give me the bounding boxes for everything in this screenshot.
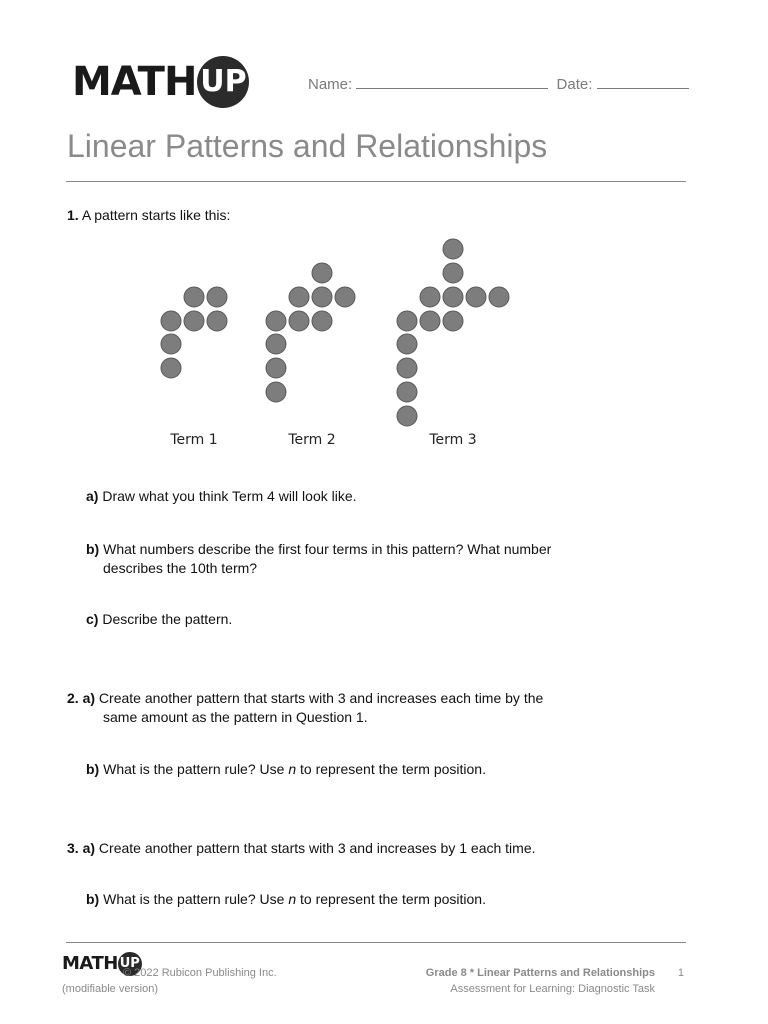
question-3a-text: Create another pattern that starts with 3 and increases by 1 each time. (98, 840, 536, 856)
term-2-dots (266, 263, 355, 402)
dot (266, 382, 286, 402)
footer-logo-text: MATH (62, 953, 118, 974)
question-1a-text: Draw what you think Term 4 will look like. (102, 488, 357, 504)
term-2-label: Term 2 (288, 432, 336, 448)
question-2-number: 2. (67, 690, 79, 706)
footer-copyright: © 2022 Rubicon Publishing Inc. (123, 967, 277, 979)
dot-pattern-figure (140, 232, 520, 452)
question-3-number: 3. (67, 840, 79, 856)
question-2a-text-line-1: Create another pattern that starts with 3 and increases each time by the (98, 690, 544, 706)
dot (266, 358, 286, 378)
name-date-line (308, 74, 689, 93)
name-label: Name: (308, 76, 353, 93)
dot (161, 311, 181, 331)
footer-logo-badge: UP (118, 952, 142, 976)
dot (312, 263, 332, 283)
dot (207, 287, 227, 307)
dot (443, 287, 463, 307)
dot (289, 287, 309, 307)
question-3b-text-start: What is the pattern rule? Use (103, 891, 289, 907)
question-2b (86, 760, 486, 779)
name-field[interactable] (356, 74, 548, 89)
dot (266, 334, 286, 354)
question-2b-variable: n (288, 761, 297, 777)
date-field[interactable] (597, 74, 689, 89)
question-1b-text-line-2: describes the 10th term? (103, 560, 258, 576)
dot (207, 311, 227, 331)
footer-modifiable: (modifiable version) (62, 983, 158, 995)
question-1a-label: a) (86, 488, 99, 504)
question-3b (86, 890, 486, 909)
dot (420, 287, 440, 307)
question-2b-label: b) (86, 761, 100, 777)
term-3-label: Term 3 (429, 432, 477, 448)
date-label: Date: (556, 76, 593, 93)
question-3b-variable: n (288, 891, 297, 907)
question-1-number: 1. (67, 207, 79, 223)
dot (161, 334, 181, 354)
dot (184, 311, 204, 331)
title-divider (66, 181, 686, 182)
dot (397, 382, 417, 402)
question-1a (86, 487, 357, 506)
dot (397, 358, 417, 378)
page-title: Linear Patterns and Relationships (67, 128, 548, 164)
dot (443, 311, 463, 331)
dot (312, 311, 332, 331)
question-3b-text-end: to represent the term position. (296, 891, 486, 907)
footer-grade-line: Grade 8 * Linear Patterns and Relationships (425, 967, 655, 979)
question-1-prompt (67, 206, 230, 225)
logo-badge: UP (197, 56, 249, 108)
question-2a (67, 689, 543, 727)
dot (266, 311, 286, 331)
term-3-dots (397, 239, 509, 426)
dot (397, 311, 417, 331)
question-1b (86, 540, 551, 578)
dot (443, 263, 463, 283)
question-2b-text-end: to represent the term position. (296, 761, 486, 777)
mathup-logo (72, 56, 249, 106)
question-1b-label: b) (86, 541, 100, 557)
question-1b-text-line-1: What numbers describe the first four terms in this pattern? What number (103, 541, 552, 557)
dot (397, 334, 417, 354)
dot (466, 287, 486, 307)
dot (161, 358, 181, 378)
logo-text: MATH (72, 59, 197, 105)
term-1-label: Term 1 (170, 432, 218, 448)
question-2a-label: a) (82, 690, 96, 706)
question-1c-label: c) (86, 611, 99, 627)
question-1c (86, 610, 232, 629)
dot (289, 311, 309, 331)
question-1-text: A pattern starts like this: (81, 207, 231, 223)
question-1c-text: Describe the pattern. (102, 611, 233, 627)
footer-task-line: Assessment for Learning: Diagnostic Task (450, 983, 655, 995)
dot (335, 287, 355, 307)
dot (489, 287, 509, 307)
question-3a-label: a) (82, 840, 96, 856)
dot (443, 239, 463, 259)
question-2a-text-line-2: same amount as the pattern in Question 1. (103, 709, 368, 725)
question-3b-label: b) (86, 891, 100, 907)
footer-page-number: 1 (677, 967, 684, 979)
dot (420, 311, 440, 331)
dot (184, 287, 204, 307)
dot (397, 406, 417, 426)
dot (312, 287, 332, 307)
question-3a (67, 839, 536, 858)
term-1-dots (161, 287, 227, 378)
question-2b-text-start: What is the pattern rule? Use (103, 761, 289, 777)
footer-divider (66, 942, 686, 943)
